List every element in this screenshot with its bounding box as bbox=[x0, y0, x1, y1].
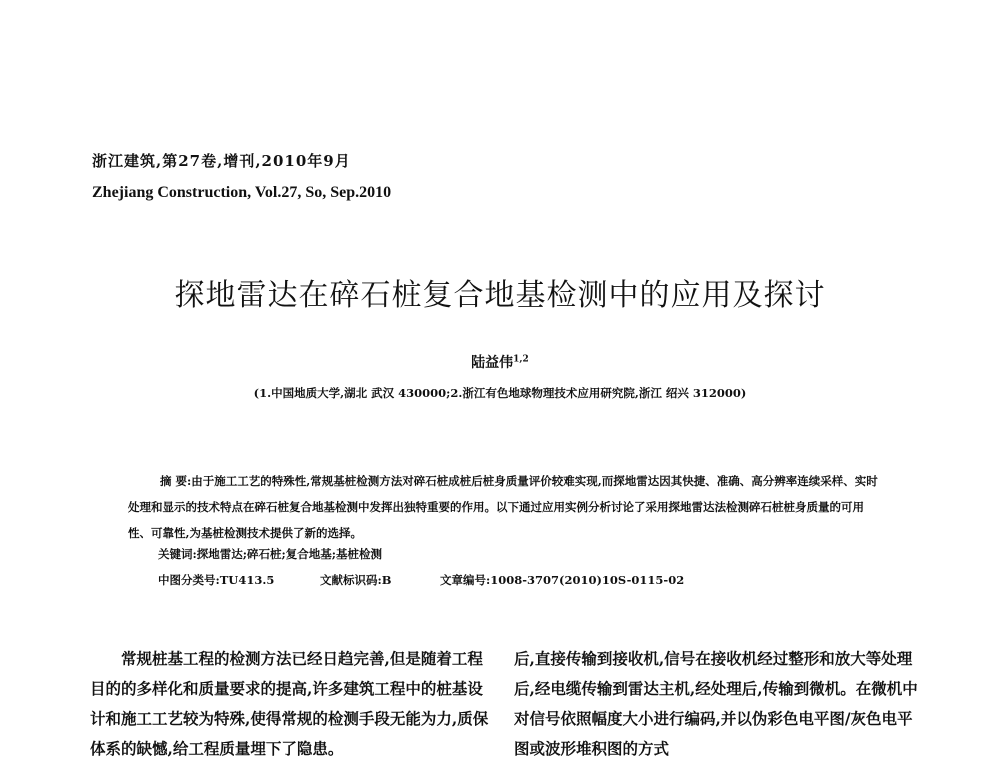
paper-title: 探地雷达在碎石桩复合地基检测中的应用及探讨 bbox=[174, 278, 826, 313]
clc-value: TU413.5 bbox=[219, 573, 275, 587]
article-number-label: 文章编号: bbox=[440, 573, 491, 587]
doc-code-label: 文献标识码: bbox=[320, 573, 382, 587]
abstract bbox=[128, 468, 880, 546]
clc-label: 中图分类号: bbox=[158, 573, 220, 587]
author-name: 陆益伟 bbox=[471, 355, 514, 371]
abstract-label: 摘 要: bbox=[160, 474, 192, 488]
author-affiliation-marks: 1,2 bbox=[513, 354, 529, 365]
classification-line bbox=[158, 572, 684, 588]
body-right-column: 后,直接传输到接收机,信号在接收机经过整形和放大等处理后,经电缆传输到雷达主机,经处理后,传输到微机。在微机中对信号依照幅度大小进行编码,并以伪彩色电平图/灰色电平图或波形堆积图的方式 bbox=[514, 649, 918, 758]
body-left-column: 常规桩基工程的检测方法已经日趋完善,但是随着工程目的的多样化和质量要求的提高,许多建筑工程中的桩基设计和施工工艺较为特殊,使得常规的检测手段无能为力,质保体系的缺憾,给工程质量埋下了隐患。 bbox=[90, 649, 489, 758]
doc-code-value: B bbox=[381, 573, 392, 587]
author-line bbox=[0, 352, 1000, 372]
keywords bbox=[158, 546, 382, 562]
affiliation: (1.中国地质大学,湖北 武汉 430000;2.浙江有色地球物理技术应用研究院,浙江 绍兴 312000) bbox=[253, 386, 747, 400]
keywords-label: 关键词: bbox=[158, 547, 197, 561]
article-number-value: 1008-3707(2010)10S-0115-02 bbox=[490, 573, 685, 587]
journal-header-en: Zhejiang Construction, Vol.27, So, Sep.2010 bbox=[92, 184, 392, 201]
abstract-text: 由于施工工艺的特殊性,常规基桩检测方法对碎石桩成桩后桩身质量评价较难实现,而探地雷达因其快捷、准确、高分辨率连续采样、实时处理和显示的技术特点在碎石桩复合地基检测中发挥出独特重要的作用。以下通过应用实例分析讨论了采用探地雷达法检测碎石桩桩身质量的可用性、可靠性,为基桩检测技术提供了新的选择。 bbox=[128, 474, 878, 540]
journal-header-cn: 浙江建筑,第27卷,增刊,2010年9月 bbox=[92, 152, 351, 170]
keywords-text: 探地雷达;碎石桩;复合地基;基桩检测 bbox=[196, 547, 382, 561]
